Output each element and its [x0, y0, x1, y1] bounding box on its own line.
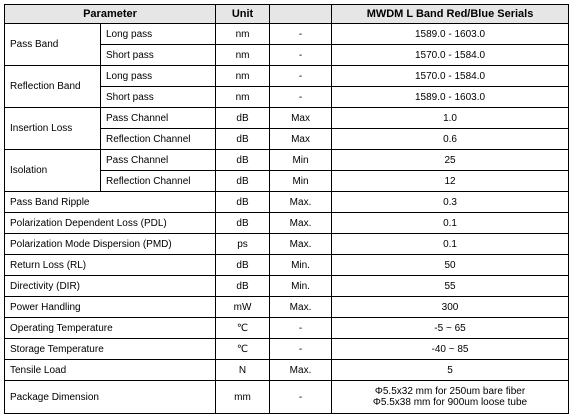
sub-label: Long pass	[101, 24, 216, 45]
param-label: Tensile Load	[5, 360, 216, 381]
table-row	[5, 318, 569, 339]
limit-cell: -	[270, 318, 332, 339]
package-line-2: Φ5.5x38 mm for 900um loose tube	[372, 397, 528, 408]
unit-cell: ℃	[216, 339, 270, 360]
header-value: MWDM L Band Red/Blue Serials	[332, 5, 569, 24]
table-row	[5, 255, 569, 276]
param-label: Polarization Mode Dispersion (PMD)	[5, 234, 216, 255]
value-cell: 12	[332, 171, 569, 192]
unit-cell: N	[216, 360, 270, 381]
value-cell: -5 ~ 65	[332, 318, 569, 339]
unit-cell: dB	[216, 255, 270, 276]
param-label: Polarization Dependent Loss (PDL)	[5, 213, 216, 234]
value-cell: -40 ~ 85	[332, 339, 569, 360]
value-cell: 0.3	[332, 192, 569, 213]
package-line-1: Φ5.5x32 mm for 250um bare fiber	[374, 386, 526, 397]
unit-cell: nm	[216, 24, 270, 45]
value-cell: 0.1	[332, 213, 569, 234]
value-cell: 1589.0 - 1603.0	[332, 87, 569, 108]
table-row	[5, 150, 569, 171]
unit-cell: dB	[216, 150, 270, 171]
sub-label: Reflection Channel	[101, 171, 216, 192]
limit-cell: Max	[270, 129, 332, 150]
limit-cell: -	[270, 66, 332, 87]
sub-label: Reflection Channel	[101, 129, 216, 150]
unit-cell: ℃	[216, 318, 270, 339]
limit-cell: -	[270, 24, 332, 45]
unit-cell: dB	[216, 171, 270, 192]
table-row	[5, 24, 569, 45]
header-parameter: Parameter	[5, 5, 216, 24]
group-label-insertion-loss: Insertion Loss	[5, 108, 101, 150]
limit-cell: Min.	[270, 276, 332, 297]
param-label: Pass Band Ripple	[5, 192, 216, 213]
value-cell: 50	[332, 255, 569, 276]
sub-label: Short pass	[101, 45, 216, 66]
unit-cell: dB	[216, 213, 270, 234]
unit-cell: dB	[216, 129, 270, 150]
spec-table	[4, 4, 569, 414]
limit-cell: Max.	[270, 213, 332, 234]
value-cell: 1570.0 - 1584.0	[332, 66, 569, 87]
limit-cell: Min	[270, 171, 332, 192]
unit-cell: nm	[216, 45, 270, 66]
table-row	[5, 192, 569, 213]
value-cell: 1570.0 - 1584.0	[332, 45, 569, 66]
value-cell: 25	[332, 150, 569, 171]
table-row	[5, 339, 569, 360]
value-cell: 5	[332, 360, 569, 381]
limit-cell: Max.	[270, 360, 332, 381]
limit-cell: Min	[270, 150, 332, 171]
group-label-isolation: Isolation	[5, 150, 101, 192]
header-unit: Unit	[216, 5, 270, 24]
value-cell: 55	[332, 276, 569, 297]
unit-cell: dB	[216, 192, 270, 213]
header-row	[5, 5, 569, 24]
limit-cell: -	[270, 87, 332, 108]
limit-cell: Max	[270, 108, 332, 129]
unit-cell: mW	[216, 297, 270, 318]
table-row	[5, 108, 569, 129]
table-row	[5, 213, 569, 234]
sub-label: Long pass	[101, 66, 216, 87]
value-cell-package	[332, 381, 569, 414]
sub-label: Short pass	[101, 87, 216, 108]
limit-cell: Max.	[270, 192, 332, 213]
limit-cell: -	[270, 45, 332, 66]
limit-cell: Max.	[270, 234, 332, 255]
unit-cell: dB	[216, 276, 270, 297]
unit-cell: dB	[216, 108, 270, 129]
value-cell: 1.0	[332, 108, 569, 129]
value-cell: 0.1	[332, 234, 569, 255]
sub-label: Pass Channel	[101, 150, 216, 171]
unit-cell: mm	[216, 381, 270, 414]
header-limit	[270, 5, 332, 24]
unit-cell: nm	[216, 66, 270, 87]
param-label: Directivity (DIR)	[5, 276, 216, 297]
limit-cell: -	[270, 381, 332, 414]
param-label: Return Loss (RL)	[5, 255, 216, 276]
table-row	[5, 276, 569, 297]
value-cell: 300	[332, 297, 569, 318]
value-cell: 0.6	[332, 129, 569, 150]
limit-cell: Min.	[270, 255, 332, 276]
sub-label: Pass Channel	[101, 108, 216, 129]
unit-cell: nm	[216, 87, 270, 108]
limit-cell: -	[270, 339, 332, 360]
table-row	[5, 234, 569, 255]
group-label-reflection-band: Reflection Band	[5, 66, 101, 108]
param-label: Operating Temperature	[5, 318, 216, 339]
param-label: Package Dimension	[5, 381, 216, 414]
table-row-package	[5, 381, 569, 414]
table-row	[5, 360, 569, 381]
table-row	[5, 66, 569, 87]
value-cell: 1589.0 - 1603.0	[332, 24, 569, 45]
table-row	[5, 297, 569, 318]
param-label: Storage Temperature	[5, 339, 216, 360]
unit-cell: ps	[216, 234, 270, 255]
param-label: Power Handling	[5, 297, 216, 318]
limit-cell: Max.	[270, 297, 332, 318]
group-label-pass-band: Pass Band	[5, 24, 101, 66]
